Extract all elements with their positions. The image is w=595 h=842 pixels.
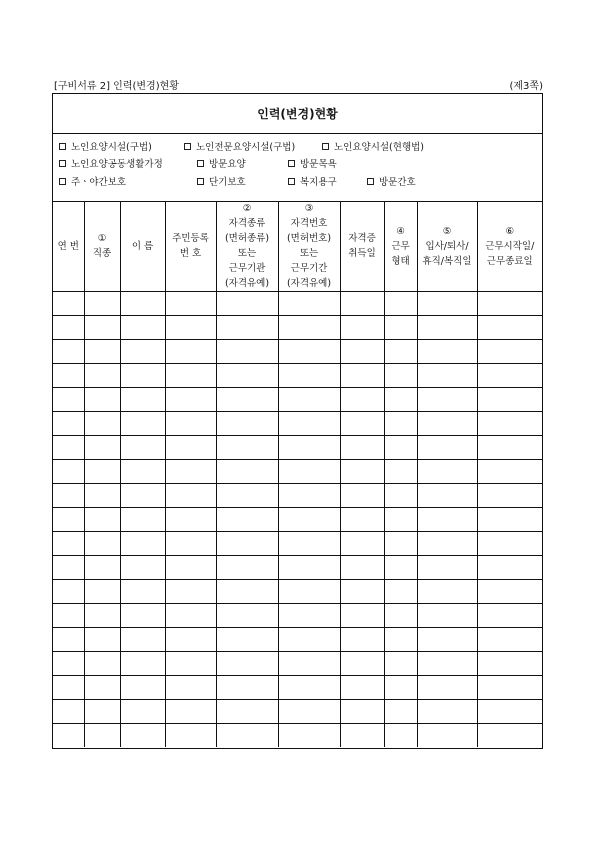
table-cell[interactable] — [278, 508, 340, 532]
table-cell[interactable] — [278, 532, 340, 556]
table-cell[interactable] — [417, 340, 477, 364]
table-cell[interactable] — [53, 700, 84, 724]
form-label: [구비서류 2] 인력(변경)현황 — [54, 81, 179, 92]
checkbox-box[interactable] — [184, 143, 191, 150]
table-cell[interactable] — [278, 484, 340, 508]
table-cell[interactable] — [278, 292, 340, 316]
table-cell[interactable] — [417, 628, 477, 652]
table-cell[interactable] — [384, 364, 417, 388]
table-cell[interactable] — [53, 316, 84, 340]
table-cell[interactable] — [216, 340, 278, 364]
table-cell[interactable] — [165, 580, 216, 604]
table-row — [53, 652, 542, 676]
table-cell[interactable] — [417, 436, 477, 460]
table-cell[interactable] — [84, 292, 120, 316]
table-cell[interactable] — [340, 532, 384, 556]
table-cell[interactable] — [340, 508, 384, 532]
table-cell[interactable] — [278, 436, 340, 460]
checkbox-box[interactable] — [197, 178, 204, 185]
table-cell[interactable] — [120, 652, 165, 676]
table-cell[interactable] — [120, 700, 165, 724]
table-cell[interactable] — [417, 460, 477, 484]
col-header-resident-number: 주민등록 번 호 — [165, 201, 216, 292]
checkbox-short-term-care[interactable] — [197, 174, 246, 188]
table-row — [53, 388, 542, 412]
facility-type-checklist — [53, 133, 542, 202]
form-title: 인력(변경)현황 — [53, 94, 542, 134]
table-cell[interactable] — [384, 556, 417, 580]
table-cell[interactable] — [165, 676, 216, 700]
table-cell[interactable] — [216, 700, 278, 724]
table-cell[interactable] — [384, 484, 417, 508]
table-cell[interactable] — [477, 460, 542, 484]
table-cell[interactable] — [120, 412, 165, 436]
table-cell[interactable] — [165, 724, 216, 748]
table-cell[interactable] — [120, 724, 165, 748]
table-cell[interactable] — [53, 508, 84, 532]
table-cell[interactable] — [165, 556, 216, 580]
table-cell[interactable] — [165, 484, 216, 508]
table-cell[interactable] — [417, 316, 477, 340]
table-cell[interactable] — [340, 388, 384, 412]
table-row — [53, 700, 542, 724]
table-cell[interactable] — [53, 340, 84, 364]
checkbox-label: 주ㆍ야간보호 — [71, 177, 127, 188]
checkbox-box[interactable] — [367, 178, 374, 185]
table-cell[interactable] — [384, 340, 417, 364]
table-cell[interactable] — [477, 388, 542, 412]
checkbox-box[interactable] — [288, 160, 295, 167]
table-cell[interactable] — [340, 700, 384, 724]
table-cell[interactable] — [84, 724, 120, 748]
table-body — [53, 292, 542, 748]
table-cell[interactable] — [53, 364, 84, 388]
table-row — [53, 484, 542, 508]
table-cell[interactable] — [84, 388, 120, 412]
table-row — [53, 604, 542, 628]
table-cell[interactable] — [417, 532, 477, 556]
table-cell[interactable] — [53, 676, 84, 700]
table-cell[interactable] — [84, 628, 120, 652]
table-cell[interactable] — [340, 364, 384, 388]
table-cell[interactable] — [165, 652, 216, 676]
table-cell[interactable] — [384, 724, 417, 748]
table-cell[interactable] — [120, 340, 165, 364]
table-cell[interactable] — [165, 628, 216, 652]
table-row — [53, 412, 542, 436]
checkbox-label: 단기보호 — [209, 177, 246, 188]
table-row — [53, 676, 542, 700]
table-cell[interactable] — [417, 700, 477, 724]
table-cell[interactable] — [278, 580, 340, 604]
table-cell[interactable] — [384, 700, 417, 724]
table-header-row — [53, 201, 542, 292]
table-cell[interactable] — [477, 700, 542, 724]
table-cell[interactable] — [120, 532, 165, 556]
table-cell[interactable] — [84, 580, 120, 604]
checkbox-group-home[interactable] — [59, 156, 163, 170]
table-cell[interactable] — [278, 556, 340, 580]
table-cell[interactable] — [84, 508, 120, 532]
table-cell[interactable] — [384, 508, 417, 532]
table-cell[interactable] — [84, 700, 120, 724]
col-header-license-date: 자격증 취득일 — [340, 201, 384, 292]
table-cell[interactable] — [120, 460, 165, 484]
table-cell[interactable] — [340, 484, 384, 508]
table-cell[interactable] — [165, 460, 216, 484]
table-cell[interactable] — [384, 628, 417, 652]
table-cell[interactable] — [278, 628, 340, 652]
table-cell[interactable] — [53, 460, 84, 484]
table-cell[interactable] — [216, 580, 278, 604]
table-cell[interactable] — [417, 580, 477, 604]
table-cell[interactable] — [216, 460, 278, 484]
checkbox-label: 노인전문요양시설(구법) — [196, 142, 296, 153]
table-cell[interactable] — [340, 556, 384, 580]
checkbox-nursing-facility-old[interactable] — [59, 139, 152, 153]
table-cell[interactable] — [84, 556, 120, 580]
table-cell[interactable] — [165, 388, 216, 412]
table-cell[interactable] — [165, 340, 216, 364]
table-cell[interactable] — [53, 436, 84, 460]
table-cell[interactable] — [84, 340, 120, 364]
table-row — [53, 580, 542, 604]
table-cell[interactable] — [384, 436, 417, 460]
table-cell[interactable] — [477, 364, 542, 388]
table-cell[interactable] — [340, 676, 384, 700]
table-cell[interactable] — [384, 292, 417, 316]
checkbox-day-night-care[interactable] — [59, 174, 126, 188]
table-cell[interactable] — [477, 628, 542, 652]
table-cell[interactable] — [165, 292, 216, 316]
table-cell[interactable] — [278, 604, 340, 628]
checkbox-label: 방문간호 — [379, 177, 416, 188]
table-cell[interactable] — [120, 556, 165, 580]
table-cell[interactable] — [340, 292, 384, 316]
table-row — [53, 436, 542, 460]
table-cell[interactable] — [53, 628, 84, 652]
table-cell[interactable] — [340, 724, 384, 748]
table-cell[interactable] — [340, 340, 384, 364]
table-cell[interactable] — [165, 436, 216, 460]
table-cell[interactable] — [120, 388, 165, 412]
col-header-license-number: ③ 자격번호 (면허번호) 또는 근무기간 (자격유예) — [278, 201, 340, 292]
table-cell[interactable] — [53, 556, 84, 580]
table-cell[interactable] — [216, 436, 278, 460]
table-cell[interactable] — [477, 532, 542, 556]
table-cell[interactable] — [340, 604, 384, 628]
table-cell[interactable] — [216, 628, 278, 652]
table-cell[interactable] — [340, 460, 384, 484]
table-cell[interactable] — [84, 532, 120, 556]
table-cell[interactable] — [84, 484, 120, 508]
col-header-employment-dates: ⑤ 입사/퇴사/ 휴직/복직일 — [417, 201, 477, 292]
table-cell[interactable] — [53, 292, 84, 316]
table-cell[interactable] — [278, 460, 340, 484]
table-cell[interactable] — [417, 388, 477, 412]
table-cell[interactable] — [84, 652, 120, 676]
table-cell[interactable] — [477, 484, 542, 508]
table-cell[interactable] — [384, 460, 417, 484]
table-cell[interactable] — [477, 412, 542, 436]
checkbox-box[interactable] — [59, 160, 66, 167]
table-cell[interactable] — [417, 508, 477, 532]
checkbox-home-visit-care[interactable] — [197, 156, 246, 170]
table-cell[interactable] — [278, 700, 340, 724]
table-cell[interactable] — [340, 412, 384, 436]
col-header-name: 이 름 — [120, 201, 165, 292]
table-cell[interactable] — [165, 532, 216, 556]
table-cell[interactable] — [216, 676, 278, 700]
table-cell[interactable] — [216, 604, 278, 628]
table-row — [53, 628, 542, 652]
table-cell[interactable] — [477, 340, 542, 364]
table-cell[interactable] — [384, 580, 417, 604]
table-cell[interactable] — [216, 724, 278, 748]
col-header-job-type: ① 직종 — [84, 201, 120, 292]
table-cell[interactable] — [216, 652, 278, 676]
table-cell[interactable] — [84, 604, 120, 628]
table-cell[interactable] — [278, 364, 340, 388]
col-header-work-type: ④ 근무 형태 — [384, 201, 417, 292]
checkbox-home-visit-nursing[interactable] — [367, 174, 416, 188]
table-cell[interactable] — [216, 316, 278, 340]
table-cell[interactable] — [216, 388, 278, 412]
table-cell[interactable] — [340, 652, 384, 676]
table-row — [53, 340, 542, 364]
table-cell[interactable] — [165, 604, 216, 628]
table-cell[interactable] — [384, 388, 417, 412]
checkbox-label: 방문요양 — [209, 159, 246, 170]
table-cell[interactable] — [165, 412, 216, 436]
table-cell[interactable] — [278, 724, 340, 748]
table-cell[interactable] — [477, 724, 542, 748]
checkbox-box[interactable] — [197, 160, 204, 167]
table-cell[interactable] — [477, 316, 542, 340]
col-header-serial: 연 번 — [53, 201, 84, 292]
table-cell[interactable] — [384, 532, 417, 556]
checkbox-welfare-equipment[interactable] — [288, 174, 337, 188]
table-cell[interactable] — [120, 316, 165, 340]
table-cell[interactable] — [53, 604, 84, 628]
table-cell[interactable] — [53, 580, 84, 604]
checkbox-box[interactable] — [59, 143, 66, 150]
table-cell[interactable] — [278, 412, 340, 436]
table-cell[interactable] — [384, 316, 417, 340]
table-cell[interactable] — [417, 604, 477, 628]
table-cell[interactable] — [477, 604, 542, 628]
table-cell[interactable] — [477, 580, 542, 604]
table-cell[interactable] — [216, 292, 278, 316]
table-cell[interactable] — [417, 484, 477, 508]
table-cell[interactable] — [165, 364, 216, 388]
table-cell[interactable] — [53, 724, 84, 748]
table-cell[interactable] — [417, 412, 477, 436]
table-cell[interactable] — [477, 292, 542, 316]
checkbox-nursing-facility-current[interactable] — [322, 139, 424, 153]
table-cell[interactable] — [53, 532, 84, 556]
table-cell[interactable] — [120, 292, 165, 316]
table-cell[interactable] — [340, 316, 384, 340]
table-cell[interactable] — [384, 604, 417, 628]
table-cell[interactable] — [477, 556, 542, 580]
checkbox-specialized-nursing-facility-old[interactable] — [184, 139, 295, 153]
table-cell[interactable] — [120, 628, 165, 652]
table-cell[interactable] — [216, 412, 278, 436]
table-cell[interactable] — [84, 436, 120, 460]
table-row — [53, 532, 542, 556]
table-row — [53, 556, 542, 580]
table-row — [53, 724, 542, 748]
table-cell[interactable] — [417, 676, 477, 700]
table-cell[interactable] — [53, 412, 84, 436]
checkbox-box[interactable] — [322, 143, 329, 150]
table-cell[interactable] — [53, 484, 84, 508]
checkbox-label: 방문목욕 — [300, 159, 337, 170]
col-header-work-period: ⑥ 근무시작일/ 근무종료일 — [477, 201, 542, 292]
table-cell[interactable] — [216, 556, 278, 580]
table-cell[interactable] — [120, 508, 165, 532]
table-row — [53, 508, 542, 532]
table-cell[interactable] — [216, 364, 278, 388]
checkbox-label: 노인요양시설(구법) — [71, 142, 152, 153]
table-row — [53, 364, 542, 388]
checkbox-box[interactable] — [59, 178, 66, 185]
table-cell[interactable] — [384, 412, 417, 436]
table-cell[interactable] — [417, 364, 477, 388]
table-cell[interactable] — [216, 508, 278, 532]
table-cell[interactable] — [53, 652, 84, 676]
table-cell[interactable] — [477, 676, 542, 700]
page-label: (제3쪽) — [509, 81, 543, 92]
table-cell[interactable] — [120, 364, 165, 388]
form-frame — [52, 93, 543, 749]
table-cell[interactable] — [120, 676, 165, 700]
table-cell[interactable] — [216, 484, 278, 508]
table-cell[interactable] — [417, 292, 477, 316]
table-cell[interactable] — [384, 676, 417, 700]
checkbox-box[interactable] — [288, 178, 295, 185]
table-cell[interactable] — [120, 580, 165, 604]
table-cell[interactable] — [84, 676, 120, 700]
table-cell[interactable] — [165, 700, 216, 724]
table-cell[interactable] — [84, 412, 120, 436]
table-cell[interactable] — [278, 340, 340, 364]
table-cell[interactable] — [84, 316, 120, 340]
table-cell[interactable] — [340, 580, 384, 604]
col-header-license-type: ② 자격종류 (면허종류) 또는 근무기관 (자격유예) — [216, 201, 278, 292]
table-cell[interactable] — [384, 652, 417, 676]
table-cell[interactable] — [340, 436, 384, 460]
table-cell[interactable] — [165, 508, 216, 532]
checkbox-home-visit-bath[interactable] — [288, 156, 337, 170]
table-cell[interactable] — [120, 484, 165, 508]
table-cell[interactable] — [417, 652, 477, 676]
table-cell[interactable] — [278, 388, 340, 412]
table-cell[interactable] — [340, 628, 384, 652]
table-row — [53, 316, 542, 340]
table-cell[interactable] — [477, 508, 542, 532]
table-cell[interactable] — [120, 436, 165, 460]
table-cell[interactable] — [165, 316, 216, 340]
table-cell[interactable] — [278, 652, 340, 676]
table-cell[interactable] — [417, 724, 477, 748]
table-cell[interactable] — [53, 388, 84, 412]
checkbox-label: 노인요양공동생활가정 — [71, 159, 163, 170]
table-cell[interactable] — [120, 604, 165, 628]
table-cell[interactable] — [278, 676, 340, 700]
table-row — [53, 460, 542, 484]
table-cell[interactable] — [278, 316, 340, 340]
table-cell[interactable] — [84, 460, 120, 484]
table-cell[interactable] — [84, 364, 120, 388]
table-cell[interactable] — [477, 652, 542, 676]
checkbox-label: 노인요양시설(현행법) — [334, 142, 425, 153]
staff-table — [53, 201, 542, 747]
table-row — [53, 292, 542, 316]
table-cell[interactable] — [216, 532, 278, 556]
table-cell[interactable] — [417, 556, 477, 580]
checkbox-label: 복지용구 — [300, 177, 337, 188]
table-cell[interactable] — [477, 436, 542, 460]
